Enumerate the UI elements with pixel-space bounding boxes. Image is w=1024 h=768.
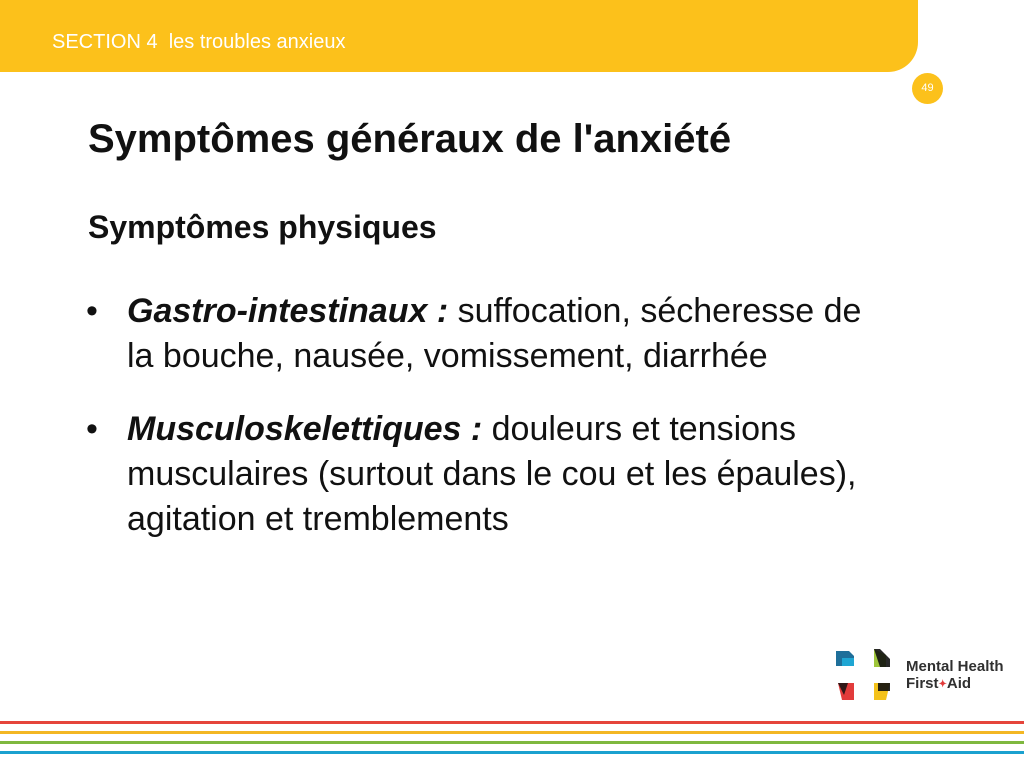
logo-squares-icon [834, 645, 894, 705]
logo-line-2 [906, 675, 1004, 693]
logo-word-aid: Aid [946, 675, 972, 692]
footer-stripes [0, 718, 1024, 768]
logo-line-1: Mental Health [906, 658, 1004, 675]
bullet-item [86, 407, 867, 542]
bullet-text: suffocation, sécheresse de la bouche, nausée, vomissement, diarrhée [127, 292, 862, 375]
slide-subtitle: Symptômes physiques [88, 209, 437, 245]
stripe-blue [0, 751, 1024, 754]
logo-text [906, 658, 1004, 693]
bullet-item [86, 289, 867, 379]
section-title: SECTION 4 les troubles anxieux [52, 31, 346, 53]
page-number-badge: 49 [912, 73, 943, 104]
bullet-term: Gastro-intestinaux : [127, 292, 449, 330]
stripe-red [0, 721, 1024, 724]
bullet-term: Musculoskelettiques : [127, 410, 483, 448]
header-bar [0, 0, 918, 72]
stripe-green [0, 741, 1024, 744]
bullet-list [0, 289, 867, 542]
slide-title: Symptômes généraux de l'anxiété [88, 117, 732, 161]
logo-word-first: First [906, 675, 939, 692]
stripe-yellow [0, 731, 1024, 734]
mental-health-first-aid-logo [834, 645, 1016, 705]
maple-leaf-icon: ✦ [938, 679, 947, 690]
bullet-icon: • [86, 410, 98, 448]
bullet-text: douleurs et tensions musculaires (surtout dans le cou et les épaules), agitation et tremblements [127, 410, 857, 538]
bullet-icon: • [86, 292, 98, 330]
